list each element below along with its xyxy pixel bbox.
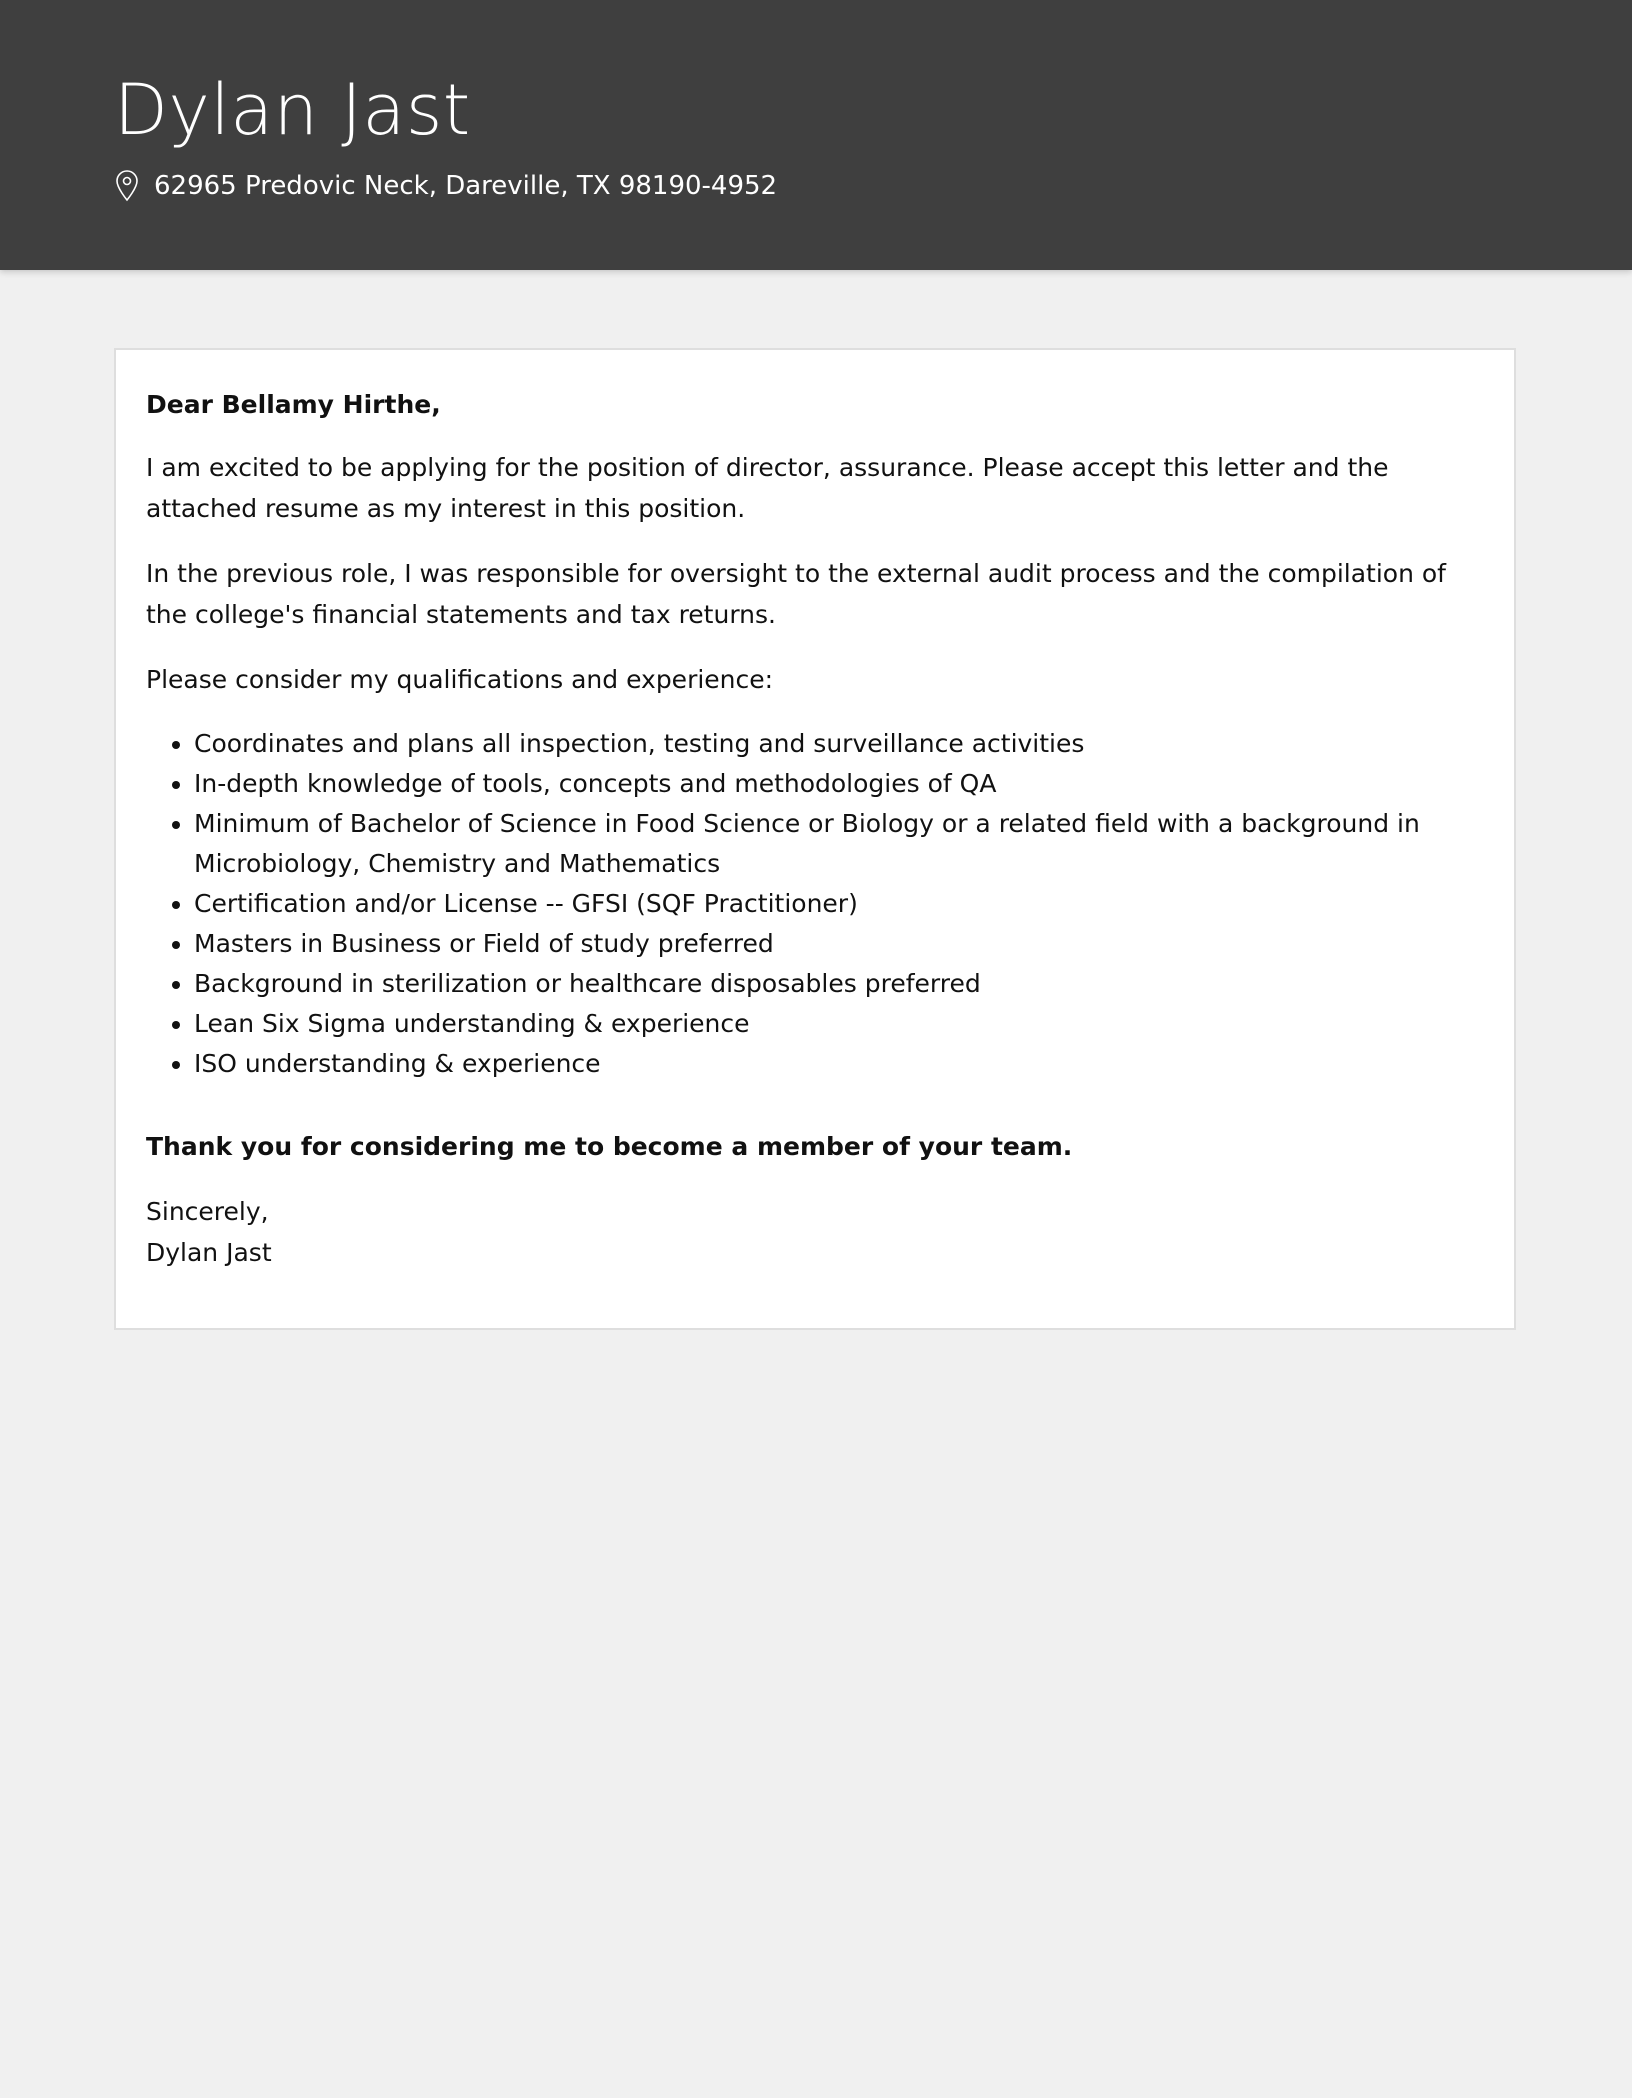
list-item: • Background in sterilization or healthcare disposables preferred (194, 964, 1486, 1004)
letter-signature: Dylan Jast (146, 1238, 272, 1267)
list-item: • Coordinates and plans all inspection, testing and surveillance activities (194, 724, 1486, 764)
header-banner (0, 0, 1632, 270)
address-row (114, 166, 777, 206)
list-item: • Masters in Business or Field of study preferred (194, 924, 1486, 964)
applicant-name: Dylan Jast (114, 69, 471, 151)
list-item: • Minimum of Bachelor of Science in Food Science or Biology or a related field with a background in Microbiology, Chemistry and Mathematics (194, 804, 1486, 884)
letter-paragraph-qualifications-lead: Please consider my qualifications and experience: (146, 665, 774, 694)
list-item: • In-depth knowledge of tools, concepts and methodologies of QA (194, 764, 1486, 804)
letter-signoff: Sincerely, (146, 1197, 269, 1226)
letter-paragraph-experience: In the previous role, I was responsible for oversight to the external audit process and the compilation of the college's financial statements and tax returns. (146, 559, 1446, 629)
cover-letter-card (114, 348, 1516, 1330)
letter-paragraph-intro: I am excited to be applying for the position of director, assurance. Please accept this letter and the attached resume as my interest in this position. (146, 453, 1389, 523)
map-pin-icon (114, 170, 140, 202)
list-item: • ISO understanding & experience (194, 1044, 1486, 1084)
list-item: • Certification and/or License -- GFSI (SQF Practitioner) (194, 884, 1486, 924)
address-text: 62965 Predovic Neck, Dareville, TX 98190-4952 (154, 171, 778, 201)
letter-closing: Thank you for considering me to become a member of your team. (146, 1132, 1073, 1161)
letter-salutation: Dear Bellamy Hirthe, (146, 390, 441, 419)
list-item: • Lean Six Sigma understanding & experience (194, 1004, 1486, 1044)
qualifications-list (146, 724, 1486, 1084)
